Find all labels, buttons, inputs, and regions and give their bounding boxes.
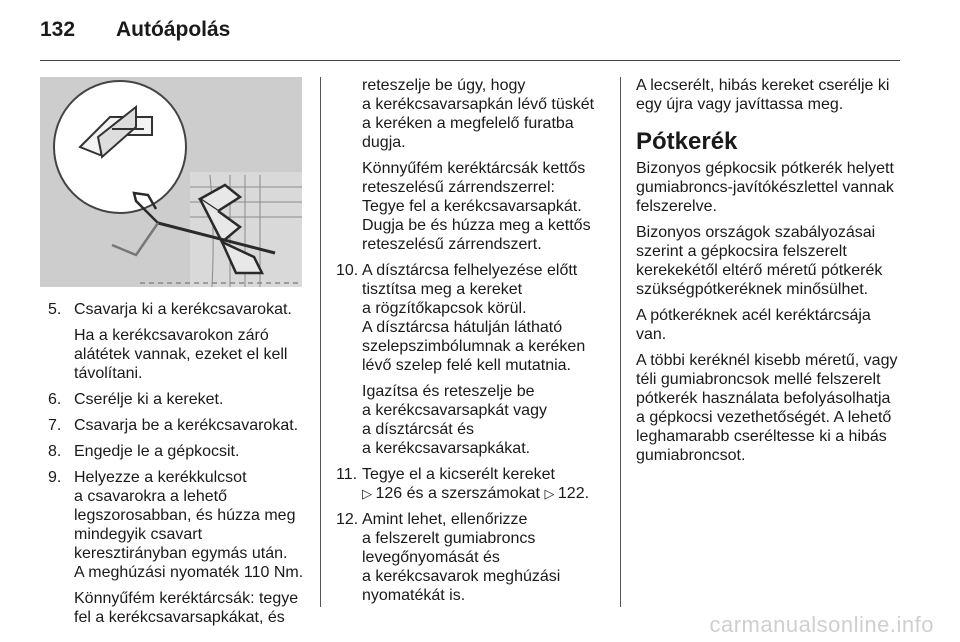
- watermark: carmanualsonline.info: [709, 612, 934, 637]
- step-text: mindegyik csavart: [74, 526, 203, 543]
- step-text: Amint lehet, ellenőrizze: [362, 511, 528, 528]
- paragraph-line: kerekekétől eltérő méretű pótkerék: [636, 262, 883, 279]
- step-text: A dísztárcsa hátulján látható: [362, 319, 563, 336]
- step-text: Csavarja ki a kerékcsavarokat.: [74, 301, 292, 318]
- step-note: fel a kerékcsavarsapkákat, és: [74, 609, 285, 626]
- header-rule: [40, 60, 900, 61]
- step-number: 10.: [336, 262, 359, 279]
- section-heading: Pótkerék: [636, 128, 738, 155]
- paragraph-line: A pótkeréknek acél keréktárcsája: [636, 307, 871, 324]
- page-reference-link[interactable]: 122.: [557, 485, 590, 502]
- paragraph-line: egy újra vagy javíttassa meg.: [636, 96, 844, 113]
- paragraph-line: szükségpótkeréknek minősülhet.: [636, 281, 869, 298]
- step-5: [48, 300, 314, 383]
- step-7: [48, 416, 314, 435]
- step-number: 12.: [336, 511, 359, 528]
- step-11: [336, 465, 616, 503]
- step-number: 8.: [48, 443, 62, 460]
- step-text: és a szerszámokat: [406, 485, 540, 502]
- step-note: Igazítsa és reteszelje be: [362, 383, 535, 400]
- page-number: 132: [40, 18, 76, 41]
- step-number: 9.: [48, 469, 62, 486]
- jack-drawing: [40, 77, 302, 287]
- step-note: Dugja be és húzza meg a kettős: [362, 217, 591, 234]
- step-text: legszorosabban, és húzza meg: [74, 507, 296, 524]
- paragraph-line: leghamarabb cseréltesse ki a hibás: [636, 428, 887, 445]
- step-note: a dísztárcsát és: [362, 421, 475, 438]
- step-note: Könnyűfém keréktárcsák kettős: [362, 160, 586, 177]
- step-note: távolítani.: [74, 365, 143, 382]
- right-triangle-icon: ▷: [544, 486, 555, 501]
- step-text: a kerékcsavarok meghúzási: [362, 568, 561, 585]
- step-text: Cserélje ki a kereket.: [74, 391, 224, 408]
- step-note: Ha a kerékcsavarokon záró: [74, 327, 269, 344]
- step-note: a keréken a megfelelő furatba: [362, 115, 574, 132]
- step-note: reteszelésű zárrendszert.: [362, 236, 542, 253]
- step-note: a kerékcsavarsapkát vagy: [362, 402, 547, 419]
- step-note: a kerékcsavarsapkákat.: [362, 440, 531, 457]
- paragraph-line: a gépkocsi vezethetőségét. A lehető: [636, 409, 892, 426]
- step-number: 6.: [48, 391, 62, 408]
- step-9-continued: [336, 76, 616, 254]
- detail-inset: [54, 81, 186, 213]
- step-text: levegőnyomását és: [362, 549, 500, 566]
- step-number: 11.: [336, 466, 358, 483]
- column-1: [48, 300, 314, 634]
- column-3: [636, 76, 916, 472]
- step-number: 5.: [48, 301, 62, 318]
- step-text: a felszerelt gumiabroncs: [362, 530, 536, 547]
- paragraph-line: téli gumiabroncsok mellé felszerelt: [636, 371, 881, 388]
- step-text: Csavarja be a kerékcsavarokat.: [74, 417, 299, 434]
- page-title: Autóápolás: [116, 18, 231, 41]
- step-text: szelepszimbólumnak a keréken: [362, 338, 586, 355]
- step-note: a kerékcsavarsapkán lévő tüskét: [362, 96, 595, 113]
- step-10: [336, 261, 616, 458]
- jack-illustration: [40, 77, 302, 287]
- paragraph-line: felszerelve.: [636, 198, 717, 215]
- step-text: A dísztárcsa felhelyezése előtt: [362, 262, 578, 279]
- step-9: [48, 468, 314, 627]
- paragraph-line: gumiabroncsot.: [636, 447, 746, 464]
- step-12: [336, 510, 616, 605]
- paragraph-line: A többi keréknél kisebb méretű, vagy: [636, 352, 898, 369]
- step-text: tisztítsa meg a kereket: [362, 281, 523, 298]
- paragraph-line: Bizonyos gépkocsik pótkerék helyett: [636, 160, 894, 177]
- paragraph: [636, 351, 916, 465]
- step-note: reteszelésű zárrendszerrel:: [362, 179, 555, 196]
- paragraph-line: szerint a gépkocsira felszerelt: [636, 243, 847, 260]
- step-number: 7.: [48, 417, 62, 434]
- intro-paragraph: [636, 76, 916, 114]
- right-triangle-icon: ▷: [362, 486, 372, 501]
- paragraph-line: pótkerék használata befolyásolhatja: [636, 390, 891, 407]
- step-note: reteszelje be úgy, hogy: [362, 77, 526, 94]
- paragraph-line: A lecserélt, hibás kereket cserélje ki: [636, 77, 890, 94]
- paragraph-line: Bizonyos országok szabályozásai: [636, 224, 876, 241]
- paragraph-line: van.: [636, 326, 667, 343]
- step-text: a rögzítőkapcsok körül.: [362, 300, 527, 317]
- step-note: Tegye fel a kerékcsavarsapkát.: [362, 198, 582, 215]
- step-note: Könnyűfém keréktárcsák: tegye: [74, 590, 299, 607]
- paragraph: [636, 159, 916, 216]
- paragraph: [636, 223, 916, 299]
- step-text: Engedje le a gépkocsit.: [74, 443, 240, 460]
- paragraph: [636, 306, 916, 344]
- column-divider-2: [620, 77, 621, 607]
- step-6: [48, 390, 314, 409]
- step-text: A meghúzási nyomaték 110 Nm.: [74, 564, 304, 581]
- paragraph-line: gumiabroncs-javítókészlettel vannak: [636, 179, 894, 196]
- step-note: alátétek vannak, ezeket el kell: [74, 346, 288, 363]
- step-text: lévő szelep felé kell mutatnia.: [362, 357, 571, 374]
- step-8: [48, 442, 314, 461]
- step-text-refs: [362, 484, 616, 503]
- page-reference-link[interactable]: 126: [375, 485, 403, 502]
- step-text: nyomatékát is.: [362, 587, 466, 604]
- step-note: dugja.: [362, 134, 406, 151]
- step-text: Tegye el a kicserélt kereket: [362, 466, 555, 483]
- step-text: Helyezze a kerékkulcsot: [74, 469, 247, 486]
- step-text: keresztirányban egymás után.: [74, 545, 288, 562]
- column-divider-1: [320, 77, 321, 607]
- step-text: a csavarokra a lehető: [74, 488, 227, 505]
- column-2: [336, 76, 616, 612]
